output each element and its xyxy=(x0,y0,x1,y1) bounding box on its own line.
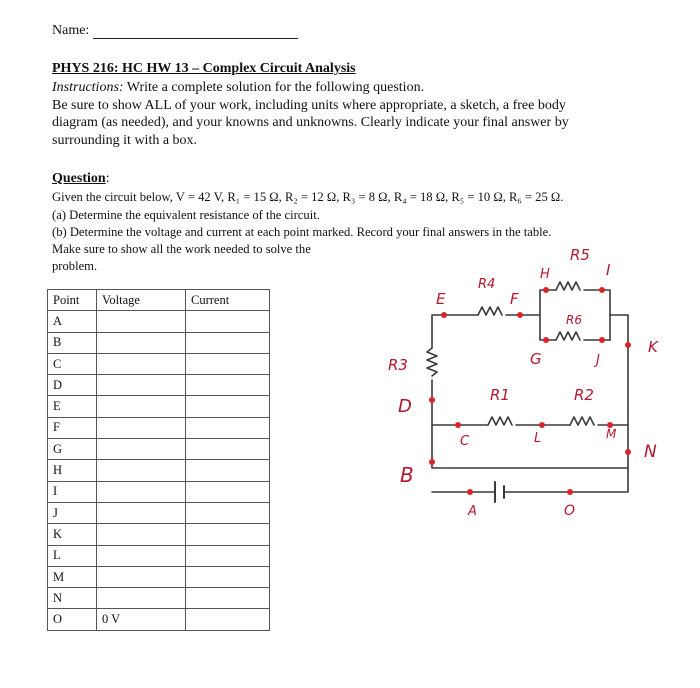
label-n: N xyxy=(644,442,657,462)
current-cell[interactable] xyxy=(186,609,270,630)
point-cell: K xyxy=(48,524,97,545)
node-g xyxy=(543,337,549,343)
question-heading: Question xyxy=(52,171,106,186)
node-b xyxy=(429,459,435,465)
instructions-label: Instructions: xyxy=(52,80,124,95)
label-h: H xyxy=(540,267,550,282)
resistor-r1-zigzag xyxy=(488,417,512,425)
voltage-cell[interactable] xyxy=(97,502,186,523)
current-cell[interactable] xyxy=(186,588,270,609)
given-values: Given the circuit below, V = 42 V, R₁ = 15 Ω, R₂ = 12 Ω, R₃ = 8 Ω, R₄ = 18 Ω, R₅ = 10 Ω, R₆ = 25 Ω. xyxy=(52,190,564,204)
node-a xyxy=(467,489,473,495)
label-r2: R2 xyxy=(574,386,594,404)
table-row xyxy=(48,460,270,481)
table-row xyxy=(48,439,270,460)
voltage-cell[interactable] xyxy=(97,566,186,587)
label-d: D xyxy=(398,396,412,417)
table-header-row xyxy=(48,290,270,311)
table-row xyxy=(48,502,270,523)
battery-symbol xyxy=(495,482,504,502)
label-r6: R6 xyxy=(566,313,582,327)
label-i: I xyxy=(606,261,611,279)
current-cell[interactable] xyxy=(186,332,270,353)
resistor-r3-zigzag xyxy=(427,348,437,376)
answer-table xyxy=(47,289,270,631)
current-cell[interactable] xyxy=(186,545,270,566)
current-cell[interactable] xyxy=(186,502,270,523)
instructions-line3: diagram (as needed), and your knowns and unknowns. Clearly indicate your final answer by xyxy=(52,115,569,130)
table-row xyxy=(48,481,270,502)
table-row xyxy=(48,566,270,587)
node-c xyxy=(455,422,461,428)
point-cell: F xyxy=(48,417,97,438)
assignment-title: PHYS 216: HC HW 13 – Complex Circuit Analysis xyxy=(52,61,356,76)
label-r1: R1 xyxy=(490,386,510,404)
point-cell: N xyxy=(48,588,97,609)
voltage-cell[interactable] xyxy=(97,311,186,332)
node-d xyxy=(429,397,435,403)
label-r3: R3 xyxy=(388,356,408,374)
voltage-cell[interactable] xyxy=(97,588,186,609)
table-row xyxy=(48,311,270,332)
node-j xyxy=(599,337,605,343)
part-a: (a) Determine the equivalent resistance of the circuit. xyxy=(52,208,320,222)
point-cell: E xyxy=(48,396,97,417)
node-f xyxy=(517,312,523,318)
node-n xyxy=(625,449,631,455)
table-row xyxy=(48,353,270,374)
voltage-cell[interactable] xyxy=(97,417,186,438)
instructions-block xyxy=(52,79,612,149)
label-r4: R4 xyxy=(478,277,496,292)
resistor-r2-zigzag xyxy=(570,417,594,425)
circuit-diagram xyxy=(370,240,680,530)
voltage-cell[interactable] xyxy=(97,481,186,502)
point-cell: B xyxy=(48,332,97,353)
point-cell: L xyxy=(48,545,97,566)
label-b: B xyxy=(400,463,414,487)
header-voltage: Voltage xyxy=(97,290,186,311)
table-row xyxy=(48,609,270,630)
point-cell: M xyxy=(48,566,97,587)
instructions-line4: surrounding it with a box. xyxy=(52,132,198,148)
label-r5: R5 xyxy=(570,246,590,264)
point-cell: O xyxy=(48,609,97,630)
part-b-line3: problem. xyxy=(52,259,98,273)
node-e xyxy=(441,312,447,318)
voltage-cell[interactable]: 0 V xyxy=(97,609,186,630)
voltage-cell[interactable] xyxy=(97,375,186,396)
table-row xyxy=(48,396,270,417)
current-cell[interactable] xyxy=(186,481,270,502)
label-j: J xyxy=(596,353,600,368)
table-row xyxy=(48,332,270,353)
voltage-cell[interactable] xyxy=(97,353,186,374)
question-heading-row xyxy=(52,171,110,187)
table-row xyxy=(48,375,270,396)
current-cell[interactable] xyxy=(186,353,270,374)
current-cell[interactable] xyxy=(186,417,270,438)
voltage-cell[interactable] xyxy=(97,439,186,460)
point-cell: D xyxy=(48,375,97,396)
label-l: L xyxy=(534,431,542,446)
label-k: K xyxy=(648,338,658,356)
table-row xyxy=(48,524,270,545)
wire-f-to-g xyxy=(540,315,556,340)
question-colon: : xyxy=(105,171,110,186)
node-l xyxy=(539,422,545,428)
instructions-line1: Write a complete solution for the following question. xyxy=(123,80,425,95)
node-o xyxy=(567,489,573,495)
node-i xyxy=(599,287,605,293)
name-field-row xyxy=(52,23,298,39)
part-b-line2: Make sure to show all the work needed to solve the xyxy=(52,242,311,256)
current-cell[interactable] xyxy=(186,311,270,332)
name-blank-line[interactable] xyxy=(93,25,298,39)
point-cell: I xyxy=(48,481,97,502)
wire-outer-loop xyxy=(432,380,628,468)
wire-r5-to-right xyxy=(584,290,610,315)
current-cell[interactable] xyxy=(186,439,270,460)
voltage-cell[interactable] xyxy=(97,524,186,545)
label-g: G xyxy=(530,350,542,368)
point-cell: A xyxy=(48,311,97,332)
current-cell[interactable] xyxy=(186,566,270,587)
point-cell: C xyxy=(48,353,97,374)
header-current: Current xyxy=(186,290,270,311)
resistor-r4-zigzag xyxy=(478,307,502,315)
voltage-cell[interactable] xyxy=(97,332,186,353)
label-a: A xyxy=(468,504,477,519)
label-e: E xyxy=(436,290,446,308)
node-k xyxy=(625,342,631,348)
label-c: C xyxy=(460,434,470,449)
table-row xyxy=(48,417,270,438)
current-cell[interactable] xyxy=(186,524,270,545)
label-o: O xyxy=(564,503,576,519)
point-cell: J xyxy=(48,502,97,523)
point-cell: H xyxy=(48,460,97,481)
instructions-line2: Be sure to show ALL of your work, including units where appropriate, a sketch, a free body xyxy=(52,97,566,113)
name-label: Name: xyxy=(52,23,90,38)
current-cell[interactable] xyxy=(186,460,270,481)
resistor-r5-zigzag xyxy=(556,282,580,290)
table-row xyxy=(48,588,270,609)
table-row xyxy=(48,545,270,566)
header-point: Point xyxy=(48,290,97,311)
point-cell: G xyxy=(48,439,97,460)
node-h xyxy=(543,287,549,293)
label-f: F xyxy=(510,290,519,308)
label-m: M xyxy=(606,427,617,441)
voltage-cell[interactable] xyxy=(97,460,186,481)
resistor-r6-zigzag xyxy=(556,332,580,340)
current-cell[interactable] xyxy=(186,375,270,396)
current-cell[interactable] xyxy=(186,396,270,417)
voltage-cell[interactable] xyxy=(97,545,186,566)
wire-bottom-right xyxy=(504,468,628,492)
part-b: (b) Determine the voltage and current at each point marked. Record your final answers in the table. xyxy=(52,225,552,239)
voltage-cell[interactable] xyxy=(97,396,186,417)
